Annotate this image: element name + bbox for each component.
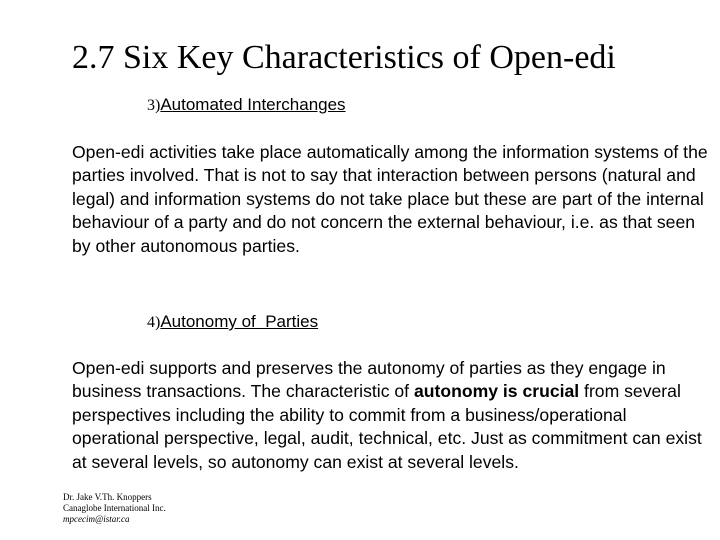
- section-number: 4): [147, 314, 161, 331]
- footer-credits: [63, 492, 166, 525]
- section-body-automated-interchanges: Open-edi activities take place automatically among the information systems of the parties involved. That is not to say that interaction between persons (natural and legal) and information systems do not take place but these are part of the internal behaviour of a party and do not concern the external behaviour, i.e. as that seen by other autonomous parties.: [72, 142, 708, 256]
- emphasized-text: autonomy is crucial: [413, 381, 580, 402]
- section-body-autonomy-of-parties: [72, 357, 712, 474]
- slide-title: 2.7 Six Key Characteristics of Open-edi: [72, 39, 616, 76]
- body-text: Open-edi supports and preserves the autonomy of parties as they engage in business transactions. The characteristic of: [72, 358, 666, 402]
- footer-author: Dr. Jake V.Th. Knoppers: [63, 492, 152, 502]
- section-heading-autonomy-of-parties: [147, 311, 318, 334]
- section-heading-automated-interchanges: [147, 94, 346, 117]
- section-number: 3): [147, 97, 161, 114]
- section-heading-label: Autonomy of Parties: [160, 312, 319, 331]
- footer-email: mpcecim@istar.ca: [63, 514, 130, 524]
- body-text: from several perspectives including the ability to commit from a business/operational operational perspective, legal, audit, technical, etc. Just as commitment can exist at several levels, so autonomy can exist at several levels.: [72, 381, 702, 472]
- section-heading-label: Automated Interchanges: [160, 95, 346, 114]
- footer-company: Canaglobe International Inc.: [63, 503, 166, 513]
